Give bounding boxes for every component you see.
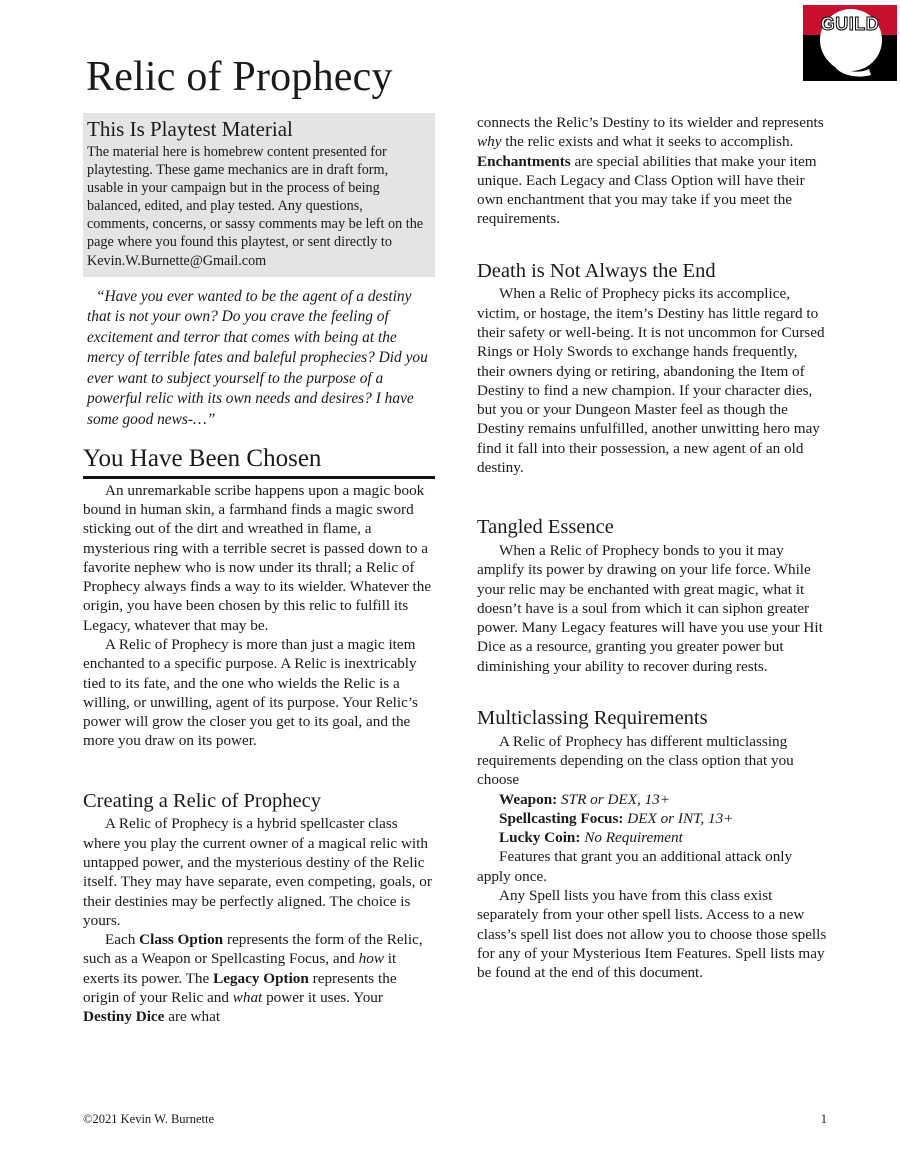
multiclassing-paragraph-2: Features that grant you an additional attack only apply once. xyxy=(477,848,793,885)
list-item xyxy=(477,809,829,828)
chosen-paragraph-1: An unremarkable scribe happens upon a magic book bound in human skin, a farmhand finds a magic sword sticking out of the dirt and wreathed in flame, a mysterious ring with a terrible secret is passed down to a favorite nephew who is now under its thrall; a Relic of Prophecy always finds a way to its wielder. Whatever the origin, you have been chosen by this relic to fulfill its Legacy, whatever that may be. xyxy=(83,481,432,634)
term-destiny-dice: Destiny Dice xyxy=(83,1008,165,1026)
text-seg: the relic exists and what it seeks to accomplish. xyxy=(501,133,794,151)
text-seg: represents the origin of your Relic and xyxy=(83,969,397,1007)
heading-creating-a-relic: Creating a Relic of Prophecy xyxy=(83,789,321,812)
multiclassing-paragraph-3: Any Spell lists you have from this class exist separately from your other spell lists. Access to a new class’s spell list does not allow you to choose those spells for any of your Mysterious Item Features. Spell lists may be found at the end of this document. xyxy=(477,886,827,982)
tangled-paragraph: When a Relic of Prophecy bonds to you it may amplify its power by drawing on your life force. While your relic may be enchanted with great magic, what it doesn’t have is a soul from which it can siphon greater power. Many Legacy features will have you use your Hit Dice as a resource, granting you greater power but diminishing your ability to recover during rests. xyxy=(477,541,823,675)
playtest-callout-body: The material here is homebrew content presented for playtesting. These game mechanics are in draft form, usable in your campaign but in the process of being balanced, edited, and play tested. Any questions, comments, concerns, or sassy comments may be left on the page where you found this playtest, or sent directly to Kevin.W.Burnette@Gmail.com xyxy=(87,143,424,269)
requirement-label: Weapon: xyxy=(499,790,558,808)
flavor-quote: “Have you ever wanted to be the agent of a destiny that is not your own? Do you crave the feeling of excitement and terror that comes with being at the mercy of terrible fates and baleful prophecies? Did you ever want to subject yourself to the purpose of a powerful relic with its own needs and desires? I have some good news-…” xyxy=(87,287,428,428)
term-class-option: Class Option xyxy=(139,931,224,949)
dms-guild-logo xyxy=(802,4,898,82)
heading-multiclassing-requirements: Multiclassing Requirements xyxy=(477,707,708,730)
text-seg: power it uses. Your xyxy=(262,989,383,1007)
section-spacer xyxy=(83,751,435,773)
heading-death-is-not-always-the-end: Death is Not Always the End xyxy=(477,259,716,282)
requirement-value: DEX or INT, 13+ xyxy=(627,809,734,827)
requirement-label: Spellcasting Focus: xyxy=(499,809,624,827)
right-column xyxy=(477,113,829,982)
footer-page-number: 1 xyxy=(820,1112,827,1126)
text-seg: represents the form of the Relic, such as a Weapon or Spellcasting Focus, and xyxy=(83,931,423,968)
text-seg: are what xyxy=(164,1008,221,1026)
requirement-value: No Requirement xyxy=(584,829,683,847)
heading-you-have-been-chosen: You Have Been Chosen xyxy=(83,444,435,479)
left-column xyxy=(83,113,435,1027)
requirement-value: STR or DEX, 13+ xyxy=(561,790,670,808)
text-seg: Each xyxy=(105,931,140,949)
list-item xyxy=(477,828,829,847)
emphasis-why: why xyxy=(477,133,502,151)
multiclassing-intro: A Relic of Prophecy has different multiclassing requirements depending on the class option that you choose xyxy=(477,732,794,789)
term-enchantments: Enchantments xyxy=(477,152,571,170)
death-paragraph: When a Relic of Prophecy picks its accomplice, victim, or hostage, the item’s Destiny has little regard to their safety or well-being. It is not uncommon for Cursed Rings or Holy Swords to exchange hands frequently, their owners dying or retiring, abandoning the Item of Destiny to find a new champion. If your character dies, but you or your Dungeon Master feel as though the Destiny remains unfulfilled, another unwitting hero may find it fall into their possession, a new agent of an old destiny. xyxy=(477,285,825,477)
section-spacer xyxy=(477,229,829,259)
multiclassing-requirement-list xyxy=(477,790,829,848)
playtest-callout xyxy=(83,113,435,277)
list-item xyxy=(477,790,829,809)
page-title: Relic of Prophecy xyxy=(86,54,393,100)
text-seg: are special abilities that make your item unique. Each Legacy and Class Option will have their own enchantment that you may take if you meet the requirements. xyxy=(477,152,817,228)
requirement-label: Lucky Coin: xyxy=(499,829,581,847)
heading-tangled-essence: Tangled Essence xyxy=(477,516,614,539)
footer-copyright: ©2021 Kevin W. Burnette xyxy=(83,1112,215,1126)
term-legacy-option: Legacy Option xyxy=(213,969,309,987)
playtest-callout-title: This Is Playtest Material xyxy=(87,117,293,141)
section-spacer xyxy=(477,477,829,499)
creating-paragraph-2 xyxy=(83,930,435,1026)
page-footer xyxy=(83,1112,827,1127)
text-seg: it exerts its power. The xyxy=(83,950,397,987)
chosen-paragraph-2: A Relic of Prophecy is more than just a magic item enchanted to a specific purpose. A Relic is inextricably tied to its fate, and the one who wields the Relic is a willing, or unwilling, agent of its purpose. Your Relic’s power will grow the closer you get to its goal, and the more you draw on its power. xyxy=(83,635,418,750)
creating-paragraph-1: A Relic of Prophecy is a hybrid spellcaster class where you play the current owner of a magical relic with untapped power, and the mysterious destiny of the Relic itself. They may have separate, even competing, goals, or their destinies may be perfectly aligned. The choice is yours. xyxy=(83,815,432,929)
emphasis-how: how xyxy=(358,950,384,968)
logo-wordmark: GUILD xyxy=(820,14,880,34)
text-seg: connects the Relic’s Destiny to its wielder and represents xyxy=(477,114,824,131)
continuation-paragraph xyxy=(477,113,829,229)
section-spacer xyxy=(477,676,829,690)
emphasis-what: what xyxy=(232,989,263,1007)
